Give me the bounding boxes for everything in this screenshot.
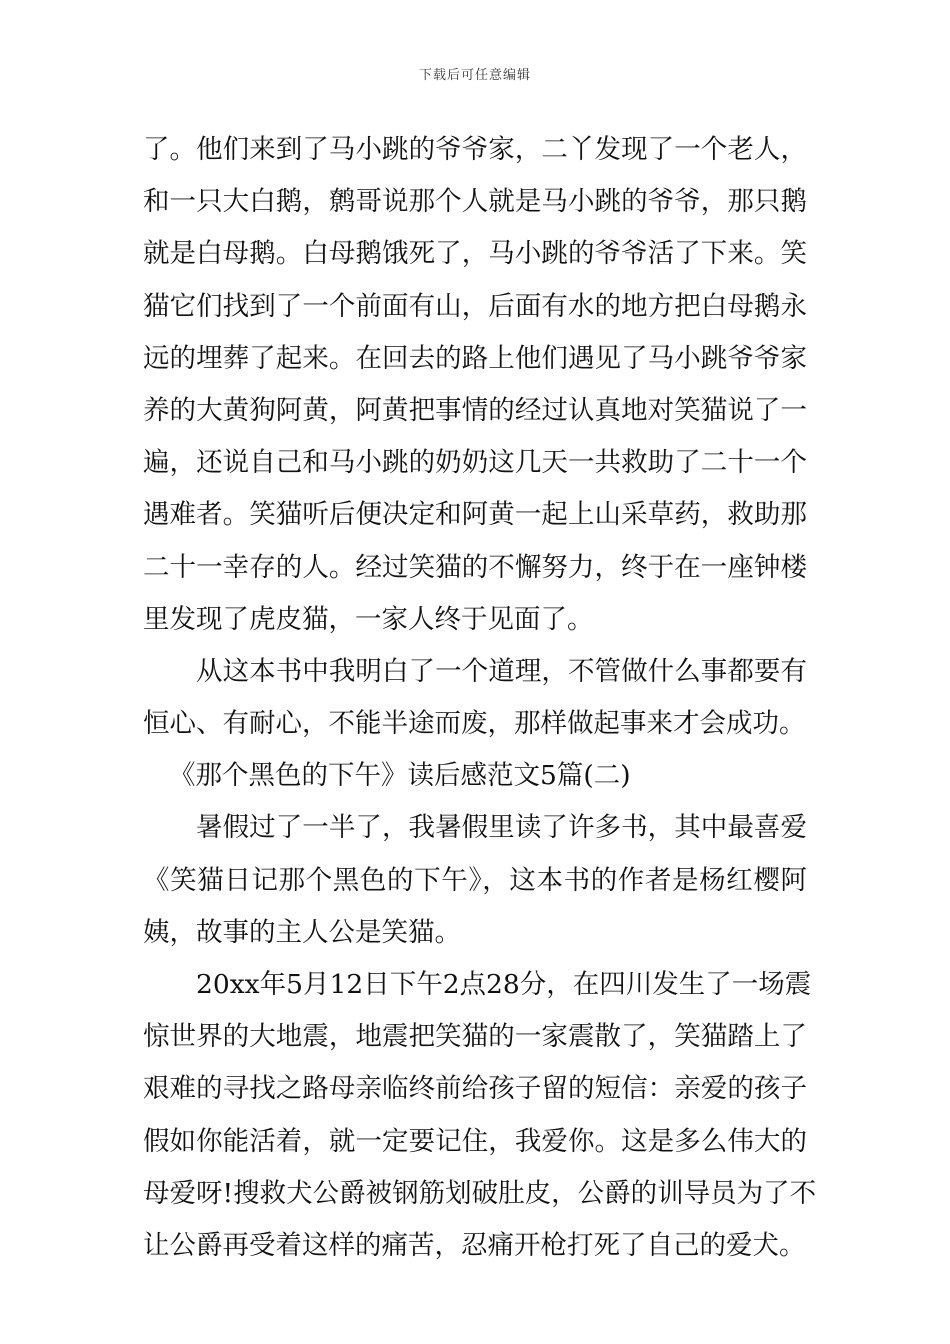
- text-line: 从这本书中我明白了一个道理，不管做什么事都要有: [196, 655, 807, 687]
- document-body: [143, 124, 817, 1272]
- text-line: 猫它们找到了一个前面有山，后面有水的地方把白母鹅永: [143, 290, 807, 322]
- text-line: 遇难者。笑猫听后便决定和阿黄一起上山采草药，救助那: [143, 499, 807, 531]
- text-line: 和一只大白鹅，鹩哥说那个人就是马小跳的爷爷，那只鹅: [143, 186, 807, 218]
- text-line: 养的大黄狗阿黄，阿黄把事情的经过认真地对笑猫说了一: [143, 394, 807, 426]
- text-line: 二十一幸存的人。经过笑猫的不懈努力，终于在一座钟楼: [143, 551, 807, 583]
- text-line: 了。他们来到了马小跳的爷爷家，二丫发现了一个老人，: [143, 134, 807, 165]
- text-line: 就是白母鹅。白母鹅饿死了，马小跳的爷爷活了下来。笑: [143, 238, 807, 270]
- text-line: 姨，故事的主人公是笑猫。: [143, 916, 461, 948]
- text-line: 里发现了虎皮猫，一家人终于见面了。: [143, 603, 594, 635]
- text-line: 惊世界的大地震，地震把笑猫的一家震散了，笑猫踏上了: [143, 1021, 807, 1053]
- page-header: 下载后可任意编辑: [418, 68, 531, 83]
- text-line: 暑假过了一半了，我暑假里读了许多书，其中最喜爱: [196, 812, 807, 844]
- text-line: 远的埋葬了起来。在回去的路上他们遇见了马小跳爷爷家: [143, 342, 807, 374]
- text-line: 恒心、有耐心，不能半途而废，那样做起事来才会成功。: [143, 708, 806, 740]
- text-line: 20xx年5月12日下午2点28分，在四川发生了一场震: [196, 969, 812, 1000]
- text-line: 假如你能活着，就一定要记住，我爱你。这是多么伟大的: [143, 1125, 807, 1157]
- text-line: 母爱呀!搜救犬公爵被钢筋划破肚皮，公爵的训导员为了不: [143, 1177, 817, 1209]
- section-heading: 《那个黑色的下午》读后感范文5篇(二): [169, 760, 631, 792]
- text-line: 艰难的寻找之路母亲临终前给孩子留的短信：亲爱的孩子: [143, 1073, 807, 1105]
- text-line: 遍，还说自己和马小跳的奶奶这几天一共救助了二十一个: [143, 447, 807, 479]
- text-line: 《笑猫日记那个黑色的下午》，这本书的作者是杨红樱阿: [143, 864, 807, 896]
- text-line: 让公爵再受着这样的痛苦，忍痛开枪打死了自己的爱犬。: [143, 1229, 806, 1261]
